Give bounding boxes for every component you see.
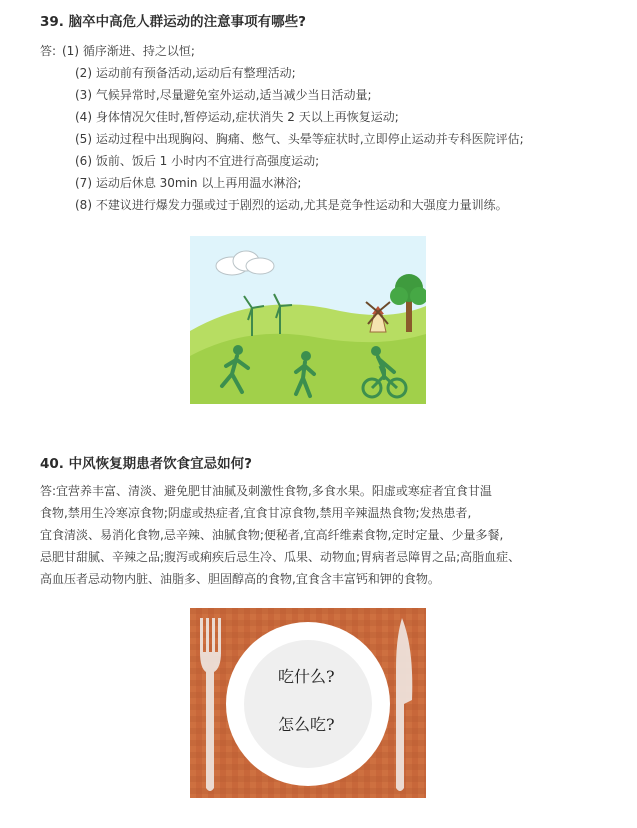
plate-icon	[226, 622, 390, 786]
answer-39-item: (8) 不建议进行爆发力强或过于剧烈的运动,尤其是竞争性运动和大强度力量训练。	[75, 198, 508, 212]
answer-40-line: 食物,禁用生冷寒凉食物;阴虚或热症者,宜食甘凉食物,禁用辛辣温热食物;发热患者,	[40, 506, 472, 520]
answer-39-item: (7) 运动后休息 30min 以上再用温水淋浴;	[75, 176, 302, 190]
plate-text-how: 怎么吃?	[278, 715, 335, 734]
answer-39-item: (1) 循序渐进、持之以恒;	[62, 44, 195, 58]
question-40-title: 40. 中风恢复期患者饮食宜忌如何?	[40, 456, 252, 472]
answer-40-line: 宜食清淡、易消化食物,忌辛辣、油腻食物;便秘者,宜高纤维素食物,定时定量、少量多餐,	[40, 528, 504, 542]
plate-text-what: 吃什么?	[278, 667, 335, 686]
exercise-illustration	[190, 236, 426, 404]
answer-40-line: 答:宜营养丰富、清淡、避免肥甘油腻及刺激性食物,多食水果。阳虚或寒症者宜食甘温	[40, 484, 492, 498]
answer-39-item: (6) 饭前、饭后 1 小时内不宜进行高强度运动;	[75, 154, 320, 168]
answer-39-item: (4) 身体情况欠佳时,暂停运动,症状消失 2 天以上再恢复运动;	[75, 110, 399, 124]
answer-39-item: (2) 运动前有预备活动,运动后有整理活动;	[75, 66, 296, 80]
answer-40-paragraph	[40, 480, 600, 590]
answer-39-prefix: 答:	[40, 44, 57, 58]
plate-illustration	[190, 608, 426, 798]
answer-40-line: 忌肥甘甜腻、辛辣之品;腹泻或痢疾后忌生冷、瓜果、动物血;胃病者忌障胃之品;高脂血症、	[40, 550, 521, 564]
answer-39-item: (3) 气候异常时,尽量避免室外运动,适当减少当日活动量;	[75, 88, 372, 102]
question-39-title: 39. 脑卒中高危人群运动的注意事项有哪些?	[40, 14, 306, 30]
answer-40-line: 高血压者忌动物内脏、油脂多、胆固醇高的食物,宜食含丰富钙和钾的食物。	[40, 572, 440, 586]
answer-39-item: (5) 运动过程中出现胸闷、胸痛、憋气、头晕等症状时,立即停止运动并专科医院评估;	[75, 132, 524, 146]
